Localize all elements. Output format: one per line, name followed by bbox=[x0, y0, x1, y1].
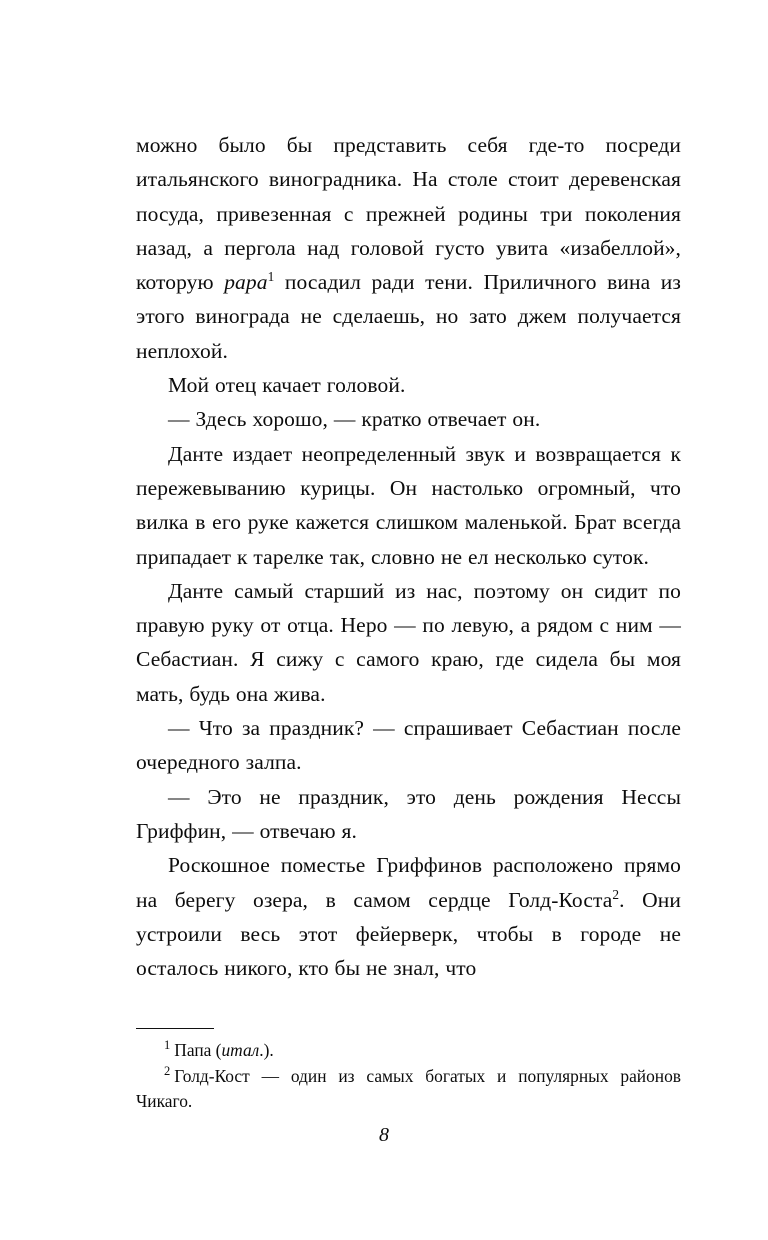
page-body bbox=[136, 128, 681, 985]
footnote-reference[interactable]: 1 bbox=[267, 269, 275, 285]
paragraph-dialogue: — Это не праздник, это день рождения Нессы Гриффин, — отвечаю я. bbox=[136, 784, 681, 843]
paragraph: Роскошное поместье Гриффинов расположено прямо на берегу озера, в самом сердце Голд-Коста$^2$. Они устроили весь этот фейерверк, чтобы в городе не осталось никого, кто бы не знал, что bbox=[136, 853, 681, 981]
paragraph: можно было бы представить себя где-то посреди итальянского виноградника. На столе стоит деревенская посуда, привезенная с прежней родины три поколения назад, а пергола над головой густо увита «изабеллой», которую papa$^1$ посадил ради тени. Приличного вина из этого винограда не сделаешь, но зато джем получается неплохой. bbox=[136, 133, 681, 363]
footnote-section bbox=[136, 1028, 681, 1115]
paragraph-dialogue: — Здесь хорошо, — кратко отвечает он. bbox=[168, 407, 541, 432]
italic-text: papa bbox=[224, 270, 268, 295]
footnote-marker: 1 bbox=[164, 1038, 171, 1053]
paragraph: Данте издает неопределенный звук и возвращается к пережевыванию курицы. Он настолько огромный, что вилка в его руке кажется слишком маленькой. Брат всегда припадает к тарелке так, словно не ел несколько суток. bbox=[136, 441, 681, 569]
footnote-item: $^2$ Голд-Кост — один из самых богатых и популярных районов Чикаго. bbox=[136, 1063, 681, 1111]
footnote-separator-rule bbox=[136, 1028, 214, 1029]
footnote-reference[interactable]: 2 bbox=[612, 886, 620, 902]
footnote-marker: 2 bbox=[164, 1063, 171, 1078]
footnote-item: $^1$ Папа (итал.). bbox=[164, 1038, 274, 1060]
page-number: 8 bbox=[379, 1124, 389, 1146]
paragraph-dialogue: — Что за праздник? — спрашивает Себастиан после очередного залпа. bbox=[136, 716, 681, 775]
paragraph: Данте самый старший из нас, поэтому он сидит по правую руку от отца. Неро — по левую, а рядом с ним — Себастиан. Я сижу с самого краю, где сидела бы моя мать, будь она жива. bbox=[136, 578, 681, 706]
paragraph: Мой отец качает головой. bbox=[168, 373, 406, 398]
italic-text: итал bbox=[221, 1040, 260, 1060]
